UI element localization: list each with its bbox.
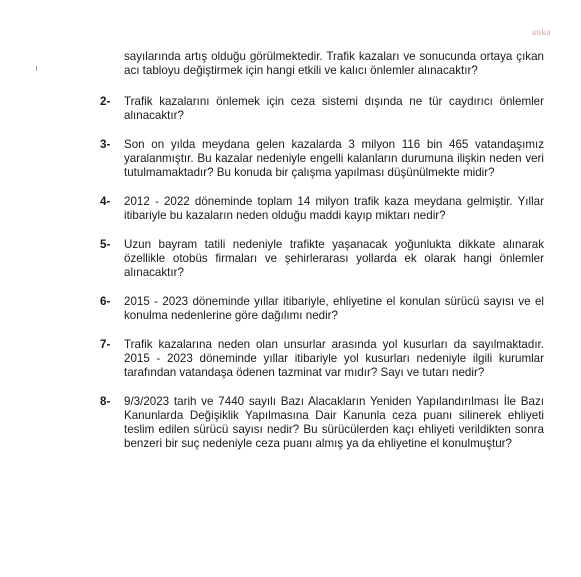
question-text: Son on yılda meydana gelen kazalarda 3 milyon 116 bin 465 vatandaşımız yaralanmıştır. Bu kazalar nedeniyle engelli kalanların durumuna ilişkin neden veri tutulmamaktadır? Bu konuda bir çalışma yapılması düşünülmekte midir? (124, 138, 544, 179)
intro-paragraph: sayılarında artış olduğu görülmektedir. Trafik kazaları ve sonucunda ortaya çıkan acı tabloyu değiştirmek için hangi etkili ve kalıcı önlemler alınacaktır? (124, 50, 544, 77)
question-number: 6- (100, 295, 111, 308)
question-text: 9/3/2023 tarih ve 7440 sayılı Bazı Alacakların Yeniden Yapılandırılması İle Bazı Kanunlarda Değişiklik Yapılmasına Dair Kanunla ceza puanı silinerek ehliyeti teslim edilen sürücü sayısı nedir? Bu sürücülerden kaçı ehliyeti verildikten sonra benzeri bir suç nedeniyle ceza puanı almış ya da ehliyetine el konulmuştur? (124, 395, 544, 450)
question-text: Trafik kazalarını önlemek için ceza sistemi dışında ne tür caydırıcı önlemler alınacaktır? (124, 95, 544, 122)
document-body (100, 50, 544, 451)
watermark-logo: anka (532, 27, 551, 37)
question-item (100, 138, 544, 180)
question-text: 2012 - 2022 döneminde toplam 14 milyon trafik kaza meydana gelmiştir. Yıllar itibariyle bu kazaların neden olduğu maddi kayıp miktarı nedir? (124, 195, 544, 222)
question-item (100, 195, 544, 223)
question-text: Uzun bayram tatili nedeniyle trafikte yaşanacak yoğunlukta dikkate alınarak özellikle otobüs firmaları ve şehirlerarası yollarda ek olarak hangi önlemler alınacaktır? (124, 238, 544, 279)
question-number: 3- (100, 138, 111, 151)
question-item (100, 338, 544, 380)
margin-mark (36, 66, 37, 71)
question-number: 4- (100, 195, 111, 208)
question-item (100, 238, 544, 280)
question-item (100, 295, 544, 323)
question-number: 5- (100, 238, 111, 251)
question-text: 2015 - 2023 döneminde yıllar itibariyle, ehliyetine el konulan sürücü sayısı ve el konulma nedenlerine göre dağılımı nedir? (124, 295, 544, 322)
question-number: 7- (100, 338, 111, 351)
question-text: Trafik kazalarına neden olan unsurlar arasında yol kusurları da sayılmaktadır. 2015 - 2023 döneminde yıllar itibariyle yol kusurları nedeniyle ilgili kurumlar tarafından vatandaşa ödenen tazminat var mıdır? Sayı ve tutarı nedir? (124, 338, 544, 379)
question-number: 2- (100, 95, 111, 108)
question-item (100, 395, 544, 451)
question-number: 8- (100, 395, 111, 408)
question-item (100, 95, 544, 123)
